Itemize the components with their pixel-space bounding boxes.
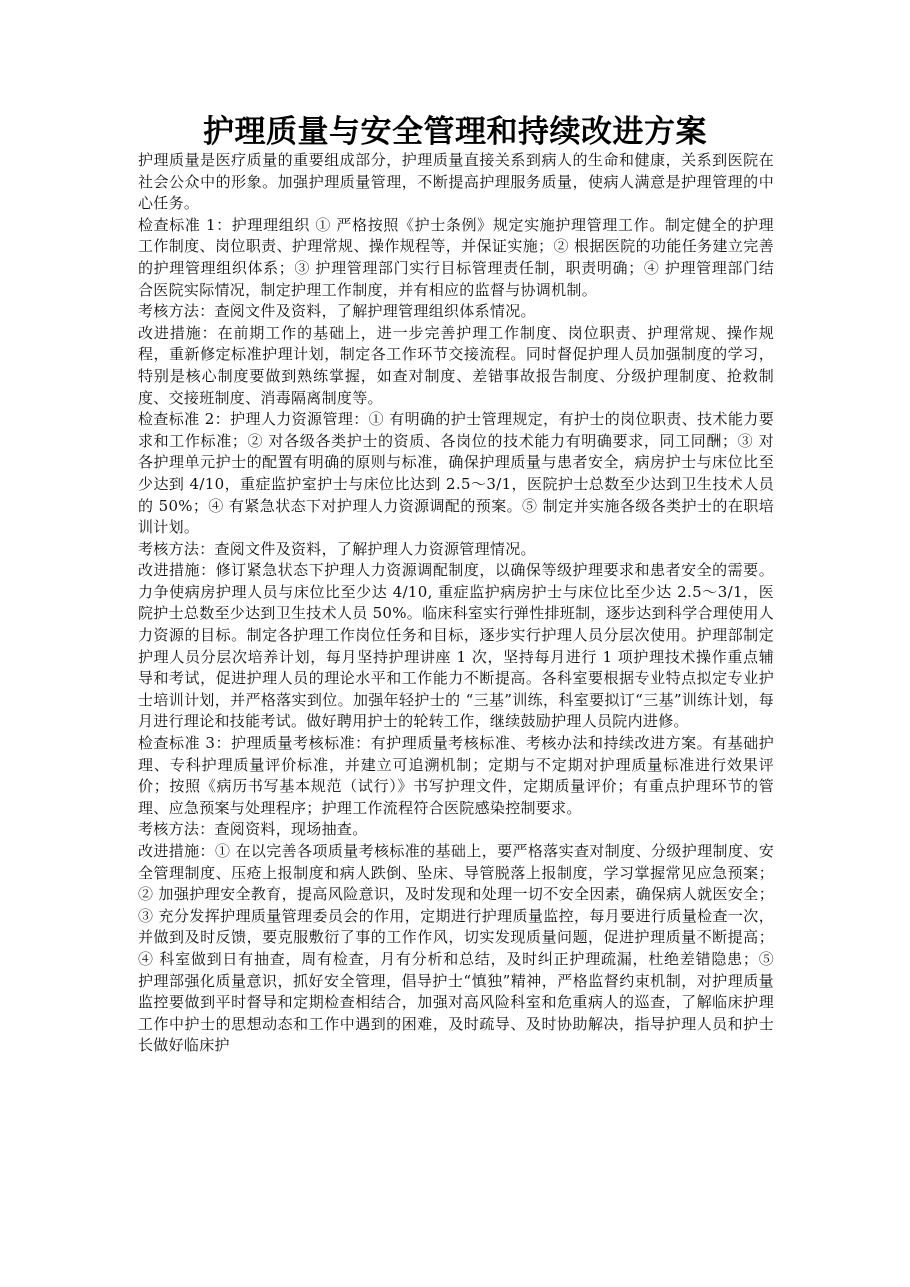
standard-3-paragraph: 检查标准 3：护理质量考核标准：有护理质量考核标准、考核办法和持续改进方案。有基础护理、专科护理质量评价标准，并建立可追溯机制；定期与不定期对护理质量标准进行效果评价；按照《病历书写基本规范（试行）》书写护理文件，定期质量评价；有重点护理环节的管理、应急预案与处理程序；护理工作流程符合医院感染控制要求。 [138, 734, 774, 817]
document-title: 护理质量与安全管理和持续改进方案 [203, 114, 707, 150]
standard-2-paragraph: 检查标准 2：护理人力资源管理：① 有明确的护士管理规定，有护士的岗位职责、技术能力要求和工作标准；② 对各级各类护士的资质、各岗位的技术能力有明确要求，同工同酬；③ 对各护理单元护士的配置有明确的原则与标准，确保护理质量与患者安全，病房护士与床位比至少达到 4/10，重症监护室护士与床位比达到 2.5～3/1，医院护士总数至少达到卫生技术人员的 50%；④ 有紧急状态下对护理人力资源调配的预案。⑤ 制定并实施各级各类护士的在职培训计划。 [138, 410, 774, 537]
assessment-method-2-paragraph: 考核方法：查阅文件及资料，了解护理人力资源管理情况。 [138, 539, 536, 558]
improvement-measures-3-paragraph: 改进措施：① 在以完善各项质量考核标准的基础上，要严格落实查对制度、分级护理制度、安全管理制度、压疮上报制度和病人跌倒、坠床、导管脱落上报制度，学习掌握常见应急预案；② 加强护理安全教育，提高风险意识，及时发现和处理一切不安全因素，确保病人就医安全；③ 充分发挥护理质量管理委员会的作用，定期进行护理质量监控，每月要进行质量检查一次，并做到及时反馈，要克服敷衍了事的工作作风，切实发现质量问题，促进护理质量不断提高；④ 科室做到日有抽查，周有检查，月有分析和总结，及时纠正护理疏漏，杜绝差错隐患；⑤ 护理部强化质量意识，抓好安全管理，倡导护士“慎独”精神，严格监督约束机制，对护理质量监控要做到平时督导和定期检查相结合，加强对高风险科室和危重病人的巡查，了解临床护理工作中护士的思想动态和工作中遇到的困难，及时疏导、及时协助解决，指导护理人员和护士长做好临床护 [138, 842, 774, 1055]
assessment-method-1-paragraph: 考核方法：查阅文件及资料，了解护理管理组织体系情况。 [138, 302, 536, 321]
document-body [138, 150, 774, 1057]
intro-paragraph: 护理质量是医疗质量的重要组成部分，护理质量直接关系到病人的生命和健康，关系到医院在社会公众中的形象。加强护理质量管理，不断提高护理服务质量，使病人满意是护理管理的中心任务。 [138, 151, 774, 213]
assessment-method-3-paragraph: 考核方法：查阅资料，现场抽查。 [138, 820, 368, 839]
improvement-measures-1-paragraph: 改进措施：在前期工作的基础上，进一步完善护理工作制度、岗位职责、护理常规、操作规程，重新修定标准护理计划，制定各工作环节交接流程。同时督促护理人员加强制度的学习，特别是核心制度要做到熟练掌握，如查对制度、差错事故报告制度、分级护理制度、抢救制度、交接班制度、消毒隔离制度等。 [138, 323, 774, 407]
improvement-measures-2-paragraph: 改进措施：修订紧急状态下护理人力资源调配制度，以确保等级护理要求和患者安全的需要。力争使病房护理人员与床位比至少达 4/10, 重症监护病房护士与床位比至少达 2.5～3/1，医院护士总数至少达到卫生技术人员 50%。临床科室实行弹性排班制，逐步达到科学合理使用人力资源的目标。制定各护理工作岗位任务和目标，逐步实行护理人员分层次使用。护理部制定护理人员分层次培养计划，每月坚持护理讲座 1 次，坚持每月进行 1 项护理技术操作重点辅导和考试，促进护理人员的理论水平和工作能力不断提高。各科室要根据专业特点拟定专业护士培训计划，并严格落实到位。加强年轻护士的 “三基”训练，科室要拟订“三基”训练计划，每月进行理论和技能考试。做好聘用护士的轮转工作，继续鼓励护理人员院内进修。 [138, 561, 775, 731]
standard-1-paragraph: 检查标准 1：护理理组织 ① 严格按照《护士条例》规定实施护理管理工作。制定健全的护理工作制度、岗位职责、护理常规、操作规程等，并保证实施；② 根据医院的功能任务建立完善的护理管理组织体系；③ 护理管理部门实行目标管理责任制，职责明确；④ 护理管理部门结合医院实际情况，制定护理工作制度，并有相应的监督与协调机制。 [138, 215, 774, 299]
